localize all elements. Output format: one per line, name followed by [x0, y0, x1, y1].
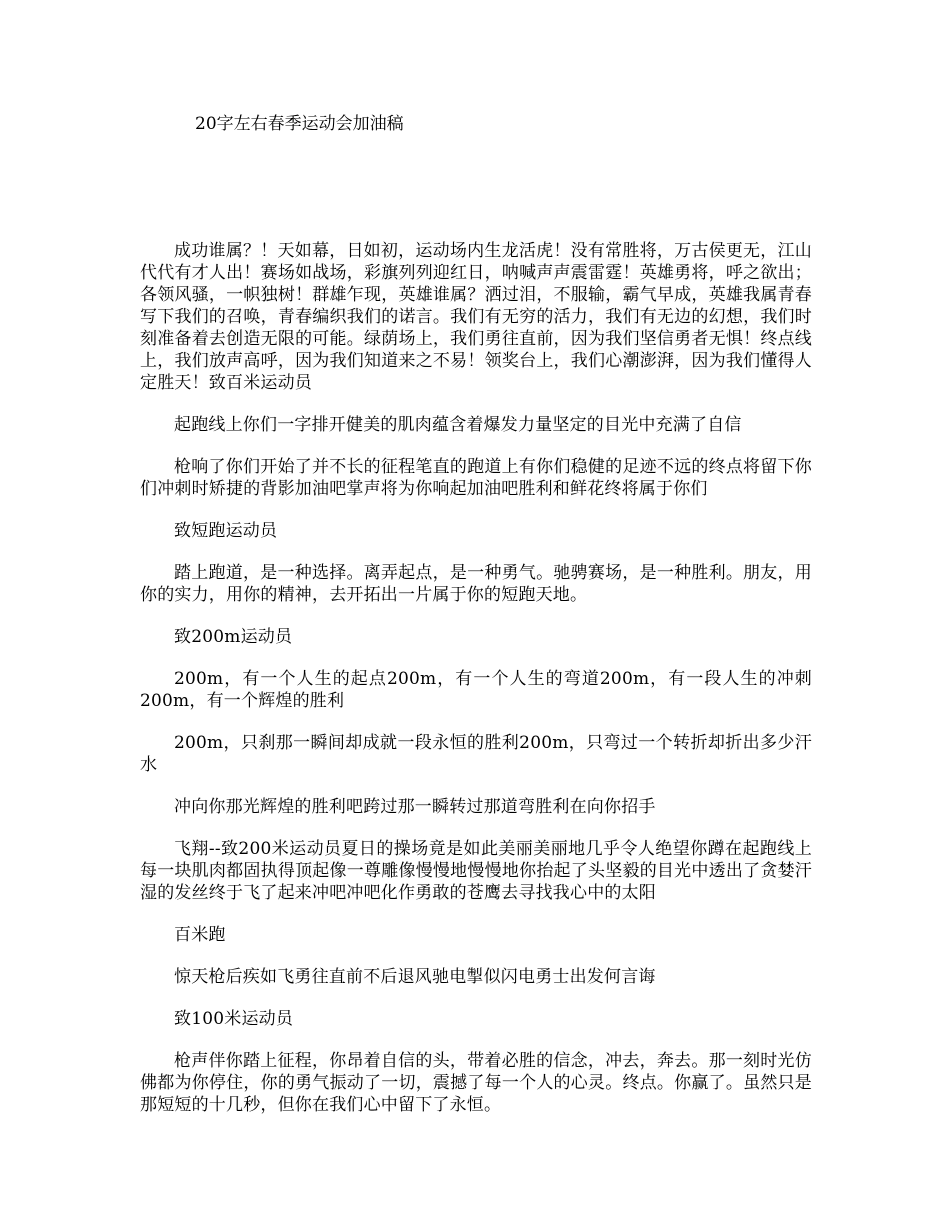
- paragraph: 起跑线上你们一字排开健美的肌肉蕴含着爆发力量坚定的目光中充满了自信: [174, 415, 742, 435]
- paragraph: 枪响了你们开始了并不长的征程笔直的跑道上有你们稳健的足迹不远的终点将留下你们冲刺时矫捷的背影加油吧掌声将为你响起加油吧胜利和鲜花终将属于你们: [140, 457, 812, 499]
- document-body: [140, 240, 812, 1136]
- paragraph: 冲向你那光辉煌的胜利吧跨过那一瞬转过那道弯胜利在向你招手: [174, 797, 656, 817]
- paragraph: 惊天枪后疾如飞勇往直前不后退风驰电掣似闪电勇士出发何言诲: [174, 967, 656, 987]
- paragraph: 致短跑运动员: [174, 521, 278, 541]
- paragraph: 200m，有一个人生的起点200m，有一个人生的弯道200m，有一段人生的冲刺200m，有一个辉煌的胜利: [140, 669, 812, 711]
- paragraph: 成功谁属？！天如幕，日如初，运动场内生龙活虎！没有常胜将，万古侯更无，江山代代有才人出！赛场如战场，彩旗列列迎红日，呐喊声声震雷霆！英雄勇将，呼之欲出；各领风骚，一帜独树！群雄乍现，英雄谁属？洒过泪，不服输，霸气早成，英雄我属青春写下我们的召唤，青春编织我们的诺言。我们有无穷的活力，我们有无边的幻想，我们时刻准备着去创造无限的可能。绿荫场上，我们勇往直前，因为我们坚信勇者无惧！终点线上，我们放声高呼，因为我们知道来之不易！领奖台上，我们心潮澎湃，因为我们懂得人定胜天！致百米运动员: [140, 241, 812, 393]
- paragraph: 飞翔--致200米运动员夏日的操场竟是如此美丽美丽地几乎令人绝望你蹲在起跑线上每一块肌肉都固执得顶起像一尊雕像慢慢地慢慢地你抬起了头坚毅的目光中透出了贪婪汗湿的发丝终于飞了起来冲吧冲吧化作勇敢的苍鹰去寻找我心中的太阳: [140, 839, 812, 903]
- paragraph: 枪声伴你踏上征程，你昂着自信的头，带着必胜的信念，冲去，奔去。那一刻时光仿佛都为你停住，你的勇气振动了一切，震撼了每一个人的心灵。终点。你赢了。虽然只是那短短的十几秒，但你在我们心中留下了永恒。: [140, 1051, 812, 1115]
- paragraph: 致100米运动员: [174, 1009, 294, 1029]
- paragraph: 200m，只刹那一瞬间却成就一段永恒的胜利200m，只弯过一个转折却折出多少汗水: [140, 733, 812, 775]
- paragraph: 踏上跑道，是一种选择。离弄起点，是一种勇气。驰骋赛场，是一种胜利。朋友，用你的实力，用你的精神，去开拓出一片属于你的短跑天地。: [140, 563, 812, 605]
- paragraph: 致200m运动员: [174, 627, 293, 647]
- document-title: 20字左右春季运动会加油稿: [195, 114, 404, 134]
- paragraph: 百米跑: [174, 925, 226, 945]
